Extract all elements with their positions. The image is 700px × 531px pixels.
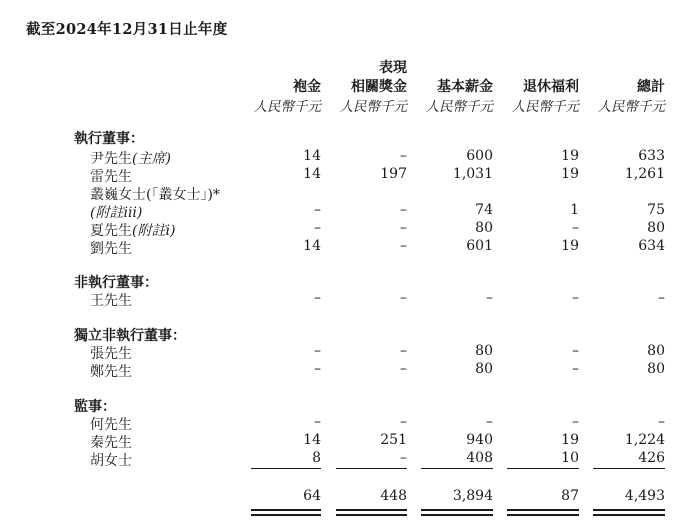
value-cell: 10 <box>561 450 579 466</box>
value-cell: – <box>486 414 493 430</box>
table-row <box>0 432 700 450</box>
column-unit: 人民幣千元 <box>253 99 321 115</box>
value-cell: 19 <box>561 432 579 448</box>
value-cell: – <box>400 202 407 218</box>
value-cell: 633 <box>638 148 665 164</box>
person-name: 尹先生(主席) <box>90 151 171 167</box>
value-cell: – <box>400 220 407 236</box>
value-cell: – <box>400 450 407 466</box>
value-cell: – <box>486 290 493 306</box>
section-label: 獨立非執行董事： <box>74 328 186 344</box>
value-cell: – <box>572 220 579 236</box>
value-cell: – <box>572 343 579 359</box>
section-row <box>0 325 700 343</box>
value-cell: 426 <box>638 450 665 466</box>
value-cell: 80 <box>475 343 493 359</box>
value-cell: – <box>572 290 579 306</box>
subtotal-rule <box>421 468 493 469</box>
column-header-line1: 表現 <box>379 60 407 76</box>
value-cell: 634 <box>638 238 665 254</box>
table-row <box>0 290 700 308</box>
person-note: (主席) <box>132 151 171 167</box>
table-row <box>0 166 700 184</box>
value-cell: 8 <box>312 450 321 466</box>
total-double-rule-bottom <box>336 514 407 516</box>
total-double-rule-bottom <box>507 514 579 516</box>
table-row <box>0 220 700 238</box>
value-cell: – <box>400 343 407 359</box>
value-cell: 600 <box>466 148 493 164</box>
value-cell: 1 <box>570 202 579 218</box>
person-name: 張先生 <box>90 346 132 362</box>
value-cell: – <box>572 361 579 377</box>
value-cell: – <box>400 414 407 430</box>
value-cell: – <box>658 414 665 430</box>
total-cell: 448 <box>380 488 407 504</box>
value-cell: – <box>572 414 579 430</box>
value-cell: 80 <box>475 361 493 377</box>
total-cell: 4,493 <box>624 488 665 504</box>
column-header: 相關獎金 <box>351 79 407 95</box>
value-cell: 80 <box>647 343 665 359</box>
table-row <box>0 238 700 256</box>
value-cell: 14 <box>303 166 321 182</box>
value-cell: – <box>658 290 665 306</box>
person-name: 夏先生(附註i) <box>90 223 176 239</box>
value-cell: 197 <box>380 166 407 182</box>
total-double-rule-bottom <box>421 514 493 516</box>
section-row <box>0 272 700 290</box>
column-header: 退休福利 <box>523 79 579 95</box>
column-unit: 人民幣千元 <box>597 99 665 115</box>
table-row <box>0 184 700 202</box>
value-cell: 74 <box>475 202 493 218</box>
subtotal-rule <box>507 468 579 469</box>
table-row <box>0 414 700 432</box>
table-title: 截至2024年12月31日止年度 <box>26 21 228 38</box>
value-cell: – <box>400 290 407 306</box>
person-name: 劉先生 <box>90 241 132 257</box>
value-cell: 80 <box>647 361 665 377</box>
value-cell: 251 <box>380 432 407 448</box>
person-name: 鄭先生 <box>90 364 132 380</box>
table-row <box>0 202 700 220</box>
value-cell: 14 <box>303 238 321 254</box>
totals-row <box>0 488 700 506</box>
column-header: 總計 <box>637 79 665 95</box>
total-double-rule-bottom <box>251 514 321 516</box>
total-cell: 3,894 <box>452 488 493 504</box>
value-cell: 19 <box>561 166 579 182</box>
total-double-rule-top <box>251 509 321 511</box>
table-row <box>0 343 700 361</box>
column-header: 基本薪金 <box>437 79 493 95</box>
total-cell: 64 <box>303 488 321 504</box>
total-double-rule-top <box>507 509 579 511</box>
value-cell: – <box>400 361 407 377</box>
value-cell: – <box>400 148 407 164</box>
value-cell: – <box>314 361 321 377</box>
value-cell: 75 <box>647 202 665 218</box>
person-name: 秦先生 <box>90 435 132 451</box>
value-cell: – <box>314 220 321 236</box>
column-unit: 人民幣千元 <box>339 99 407 115</box>
value-cell: 80 <box>647 220 665 236</box>
column-unit: 人民幣千元 <box>511 99 579 115</box>
value-cell: 80 <box>475 220 493 236</box>
table-row <box>0 361 700 379</box>
section-label: 執行董事： <box>74 131 144 147</box>
value-cell: 1,224 <box>624 432 665 448</box>
value-cell: 19 <box>561 238 579 254</box>
total-double-rule-top <box>593 509 665 511</box>
value-cell: – <box>314 202 321 218</box>
person-name: 王先生 <box>90 293 132 309</box>
value-cell: 1,031 <box>452 166 493 182</box>
value-cell: – <box>314 414 321 430</box>
table-row <box>0 148 700 166</box>
total-double-rule-top <box>336 509 407 511</box>
section-row <box>0 128 700 146</box>
person-name: 叢巍女士(「叢女士」)* <box>90 187 220 203</box>
column-header: 袍金 <box>293 79 321 95</box>
table-row <box>0 450 700 468</box>
value-cell: 1,261 <box>624 166 665 182</box>
value-cell: – <box>314 343 321 359</box>
subtotal-rule <box>336 468 407 469</box>
person-name: (附註iii) <box>90 205 143 221</box>
section-label: 監事： <box>74 399 116 415</box>
person-note: (附註i) <box>132 223 176 239</box>
value-cell: 19 <box>561 148 579 164</box>
total-double-rule-top <box>421 509 493 511</box>
person-name: 雷先生 <box>90 169 132 185</box>
value-cell: 940 <box>466 432 493 448</box>
column-unit: 人民幣千元 <box>425 99 493 115</box>
value-cell: 601 <box>466 238 493 254</box>
section-label: 非執行董事： <box>74 275 158 291</box>
value-cell: – <box>314 290 321 306</box>
value-cell: 14 <box>303 148 321 164</box>
total-cell: 87 <box>561 488 579 504</box>
person-name: 何先生 <box>90 417 132 433</box>
subtotal-rule <box>593 468 665 469</box>
section-row <box>0 396 700 414</box>
total-double-rule-bottom <box>593 514 665 516</box>
subtotal-rule <box>251 468 321 469</box>
value-cell: 408 <box>466 450 493 466</box>
value-cell: 14 <box>303 432 321 448</box>
value-cell: – <box>400 238 407 254</box>
person-name: 胡女士 <box>90 453 132 469</box>
